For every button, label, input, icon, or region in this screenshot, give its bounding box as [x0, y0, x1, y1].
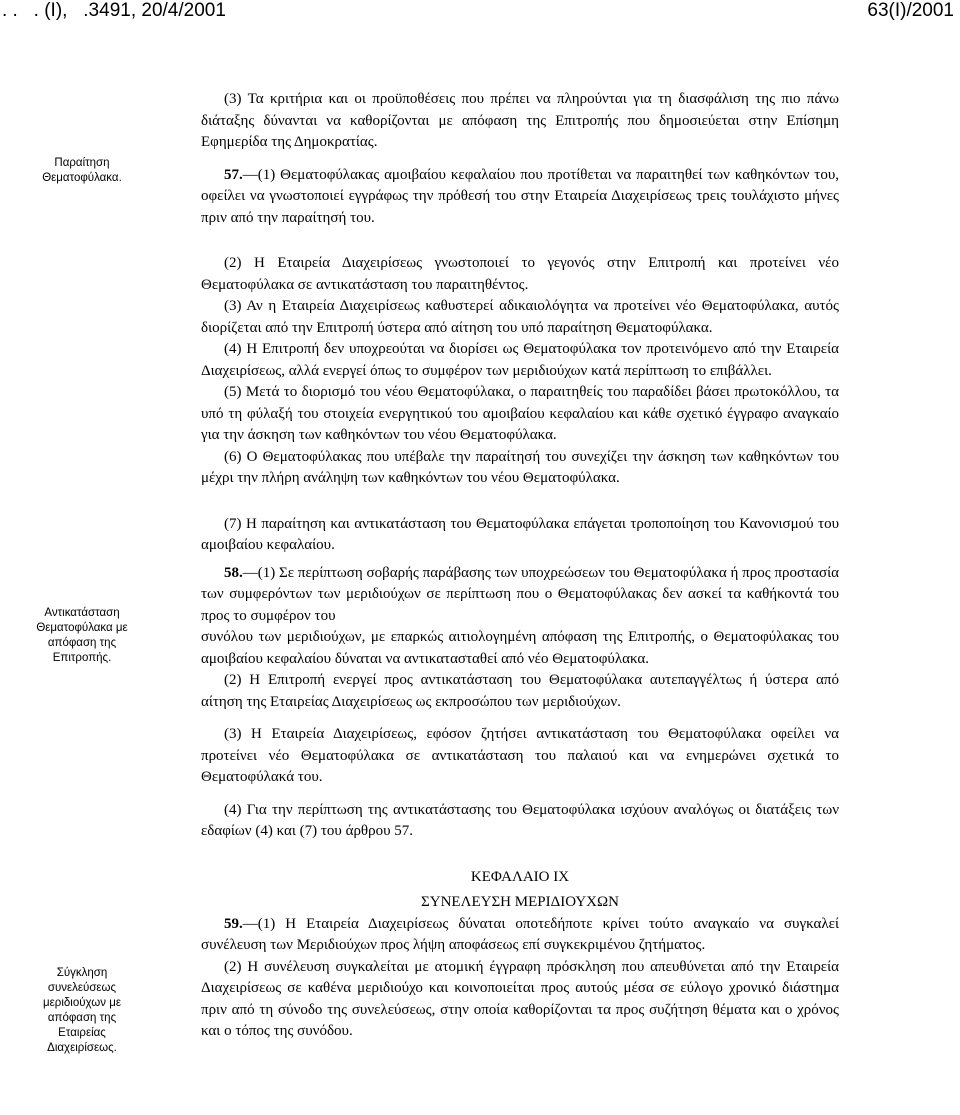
article-number: 58. [224, 564, 243, 581]
margin-note-line: Θεματοφύλακα. [42, 172, 122, 184]
margin-note-line: Παραίτηση [54, 157, 110, 169]
paragraph-text: —(1) Σε περίπτωση σοβαρής παράβασης των υποχρεώσεων του Θεματοφύλακα ή προς προστασία των συμφερόντων των μεριδιούχων σε περίπτωση που ο Θεματοφύλακας δεν ασκεί τα καθήκοντά του προς το συμφέρον του [201, 564, 839, 624]
article-57-paragraph-3: (3) Αν η Εταιρεία Διαχειρίσεως καθυστερεί αδικαιολόγητα να προτείνει νέο Θεματοφύλακα, αυτός διορίζεται από την Επιτροπή ύστερα από αίτηση του υπό παραίτηση Θεματοφύλακα. [201, 298, 839, 336]
chapter-heading: ΚΕΦΑΛΑΙΟ IX [470, 868, 570, 885]
article-57-paragraph-2: (2) Η Εταιρεία Διαχειρίσεως γνωστοποιεί το γεγονός στην Επιτροπή και προτείνει νέο Θεματοφύλακα σε αντικατάσταση του παραιτηθέντος. [201, 255, 839, 293]
margin-note-line: Επιτροπής. [52, 652, 112, 664]
article-number: 57. [224, 166, 243, 183]
article-number: 59. [224, 915, 243, 932]
article-58-paragraph-1b: συνόλου των μεριδιούχων, με επαρκώς αιτιολογημένη απόφαση της Επιτροπής, ο Θεματοφύλακας του αμοιβαίου κεφαλαίου δύναται να αντικατασταθεί από νέο Θεματοφύλακα. [201, 629, 839, 667]
article-57-paragraph-6: (6) Ο Θεματοφύλακας που υπέβαλε την παραίτησή του συνεχίζει την άσκηση των καθηκόντων του μέχρι την πλήρη ανάληψη των καθηκόντων του νέου Θεματοφύλακα. [201, 448, 839, 486]
article-57-paragraph-1 [201, 165, 839, 230]
main-text [201, 89, 839, 1043]
margin-note-meeting [0, 966, 164, 1056]
margin-note-line: Εταιρείας [58, 1027, 106, 1039]
article-57-paragraph-7: (7) Η παραίτηση και αντικατάσταση του Θεματοφύλακα επάγεται τροποποίηση του Κανονισμού του αμοιβαίου κεφαλαίου. [201, 515, 839, 553]
margin-note-line: απόφαση της [47, 637, 117, 649]
margin-note-line: Αντικατάσταση [44, 607, 120, 619]
article-57-paragraph-5: (5) Μετά το διορισμό του νέου Θεματοφύλακα, ο παραιτηθείς του παραδίδει βάσει πρωτοκόλλου, τα υπό τη φύλαξή του στοιχεία ενεργητικού του αμοιβαίου κεφαλαίου και κάθε σχετικό έγγραφο αναγκαίο για την άσκηση των καθηκόντων του νέου Θεματοφύλακα. [201, 384, 839, 443]
article-58-paragraph-4: (4) Για την περίπτωση της αντικατάστασης του Θεματοφύλακα ισχύουν αναλόγως οι διατάξεις των εδαφίων (4) και (7) του άρθρου 57. [201, 801, 839, 839]
margin-note-line: Θεματοφύλακα με [36, 622, 128, 634]
margin-note-line: Διαχειρίσεως. [47, 1042, 117, 1054]
margin-note-line: συνελεύσεως [47, 982, 117, 994]
paragraph-text: —(1) Θεματοφύλακας αμοιβαίου κεφαλαίου που προτίθεται να παραιτηθεί των καθηκόντων του, οφείλει να γνωστοποιεί εγγράφως την πρόθεσή του στην Εταιρεία Διαχειρίσεως τρεις τουλάχιστο μήνες πριν από την παραίτησή του. [201, 166, 839, 226]
article-58-paragraph-3: (3) Η Εταιρεία Διαχειρίσεως, εφόσον ζητήσει αντικατάσταση του Θεματοφύλακα οφείλει να προτείνει νέο Θεματοφύλακα σε αντικατάσταση του παλαιού και να ενημερώνει σχετικά το Θεματοφύλακά του. [201, 726, 839, 785]
margin-note-line: απόφαση της [47, 1012, 117, 1024]
paragraph-text: —(1) Η Εταιρεία Διαχειρίσεως δύναται οποτεδήποτε κρίνει τούτο αναγκαίο να συγκαλεί συνέλευση των Μεριδιούχων προς λήψη αποφάσεως επί συγκεκριμένου ζητήματος. [201, 915, 839, 953]
article-57-paragraph-4: (4) Η Επιτροπή δεν υποχρεούται να διορίσει ως Θεματοφύλακα τον προτεινόμενο από την Εταιρεία Διαχειρίσεως, αλλά ενεργεί όπως το συμφέρον των μεριδιούχων κατά περίπτωση το επιβάλλει. [201, 341, 839, 379]
article-59-paragraph-1 [201, 914, 839, 957]
article-59-paragraph-2: (2) Η συνέλευση συγκαλείται με ατομική έγγραφη πρόσκληση που απευθύνεται από την Εταιρεία Διαχειρίσεως σε καθένα μεριδιούχο και κοινοποιείται προς αυτούς μέσα σε εύλογο χρονικό διάστημα πριν από τη σύνοδο της συνελεύσεως, στην οποία καθορίζονται τα προς συζήτηση θέματα και ο χρόνος και ο τόπος της συνόδου. [201, 958, 839, 1039]
margin-note-resignation [0, 156, 164, 186]
margin-note-line: μεριδιούχων με [43, 997, 121, 1009]
margin-note-replacement [0, 606, 164, 666]
article-58-paragraph-2: (2) Η Επιτροπή ενεργεί προς αντικατάσταση του Θεματοφύλακα αυτεπαγγέλτως ή ύστερα από αίτηση της Εταιρείας Διαχειρίσεως ως εκπροσώπου των μεριδιούχων. [201, 672, 839, 710]
article-58-paragraph-1a [201, 563, 839, 628]
page-header [0, 0, 960, 26]
gazette-reference: . . . (Ι), .3491, 20/4/2001 [2, 0, 226, 21]
law-number: 63(Ι)/2001 [867, 0, 954, 21]
paragraph-intro: (3) Τα κριτήρια και οι προϋποθέσεις που πρέπει να πληρούνται για τη διασφάλιση της πιο πάνω διάταξης δύνανται να καθορίζονται με απόφαση της Επιτροπής που δημοσιεύεται στην Επίσημη Εφημερίδα της Δημοκρατίας. [201, 91, 839, 150]
margin-note-line: Σύγκληση [56, 967, 108, 979]
chapter-title: ΣΥΝΕΛΕΥΣΗ ΜΕΡΙΔΙΟΥΧΩΝ [421, 894, 619, 910]
